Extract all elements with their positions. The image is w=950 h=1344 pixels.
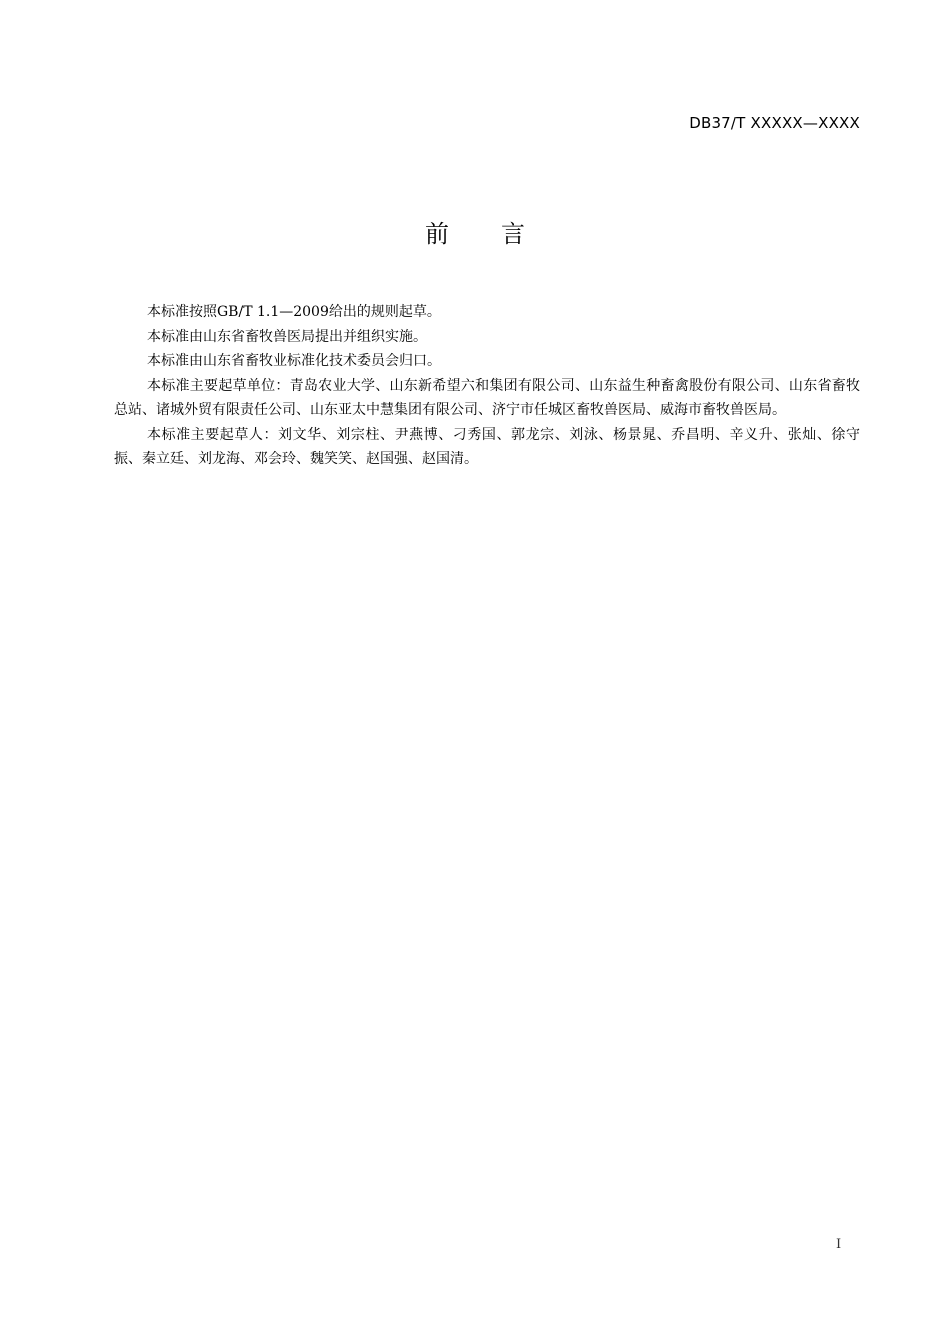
foreword-body	[114, 300, 860, 472]
paragraph-proposer: 本标准由山东省畜牧兽医局提出并组织实施。	[147, 328, 427, 345]
page-title	[0, 214, 950, 249]
paragraph-drafting-rules: 本标准按照GB/T 1.1—2009给出的规则起草。	[147, 304, 441, 320]
title-char-1: 前	[425, 220, 449, 248]
paragraph-drafters: 本标准主要起草人：刘文华、刘宗柱、尹燕博、刁秀国、郭龙宗、刘泳、杨景晁、乔昌明、辛义升、张灿、徐守振、秦立廷、刘龙海、邓会玲、魏笑笑、赵国强、赵国清。	[114, 426, 860, 467]
standard-code: DB37/T XXXXX—XXXX	[689, 114, 860, 132]
paragraph-drafting-units: 本标准主要起草单位：青岛农业大学、山东新希望六和集团有限公司、山东益生种畜禽股份有限公司、山东省畜牧总站、诸城外贸有限责任公司、山东亚太中慧集团有限公司、济宁市任城区畜牧兽医局、威海市畜牧兽医局。	[114, 377, 860, 418]
paragraph-centralized-by: 本标准由山东省畜牧业标准化技术委员会归口。	[147, 353, 441, 369]
page-number: I	[836, 1237, 842, 1252]
title-char-2: 言	[501, 220, 525, 248]
